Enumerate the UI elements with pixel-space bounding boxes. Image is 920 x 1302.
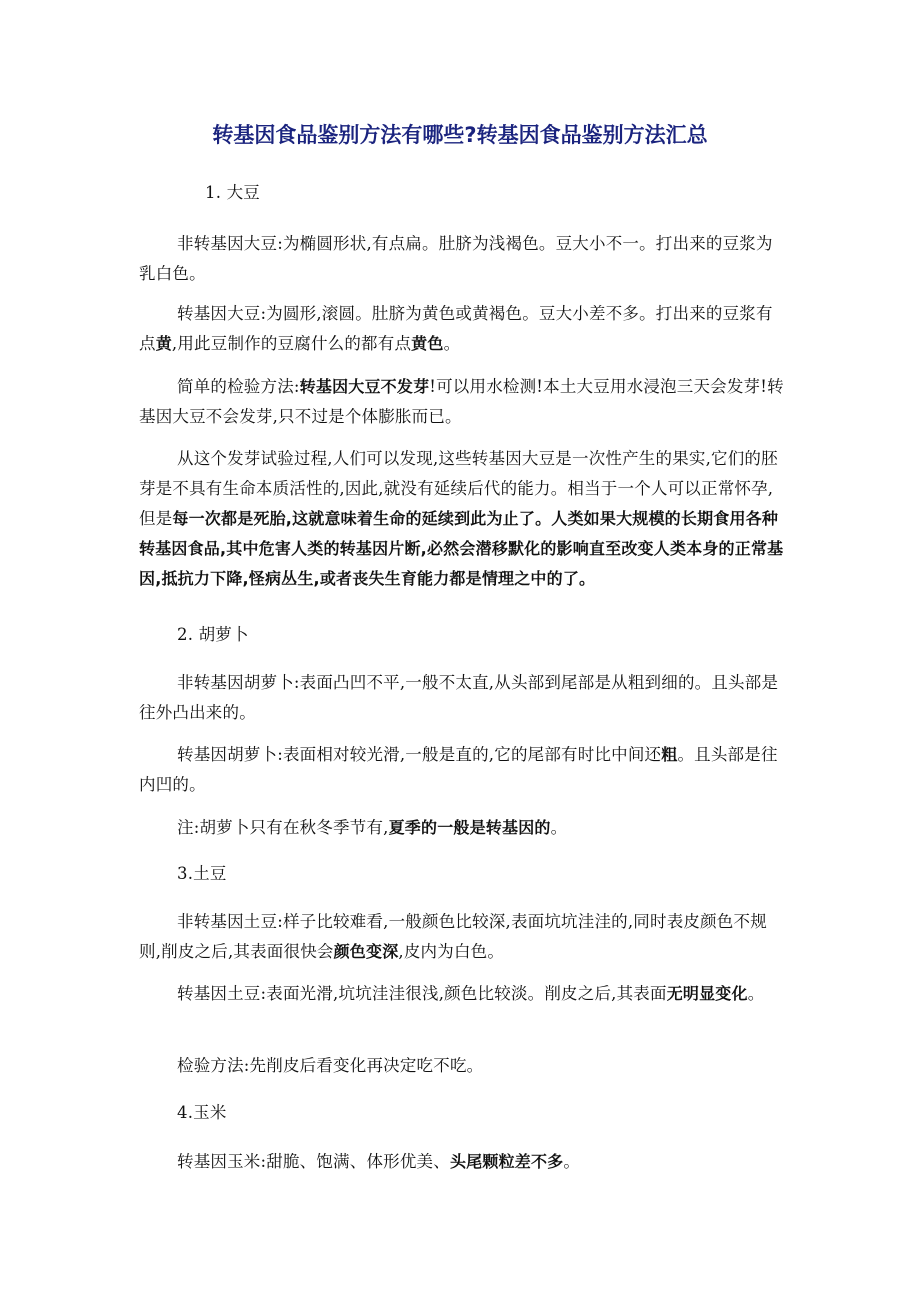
potato-nongm-text: 非转基因土豆:样子比较难看,一般颜色比较深,表面坑坑洼洼的,同时表皮颜色不规则,削皮之后,其表面很快会 — [139, 912, 767, 961]
section-heading-corn: 4.玉米 — [177, 1103, 227, 1122]
section-heading-potato: 3.土豆 — [177, 864, 227, 883]
potato-test-paragraph: 检验方法:先削皮后看变化再决定吃不吃。 — [177, 1056, 484, 1075]
carrot-gm-text: 转基因胡萝卜:表面相对较光滑,一般是直的,它的尾部有时比中间还 — [177, 745, 662, 764]
carrot-note-paragraph — [139, 813, 784, 843]
carrot-note-text: 注:胡萝卜只有在秋冬季节有, — [177, 818, 389, 837]
soy-explanation-text: 从这个发芽试验过程,人们可以发现,这些转基因大豆是一次性产生的果实,它们的胚芽是不具有生命本质活性的,因此,就没有延续后代的能力。相当于一个人可以正常怀孕,但是 — [139, 449, 778, 528]
soy-gm-bold-yellow: 黄 — [155, 334, 172, 353]
soy-test-label: 简单的检验方法: — [177, 377, 300, 396]
corn-gm-text: 转基因玉米:甜脆、饱满、体形优美、 — [177, 1152, 450, 1171]
carrot-gm-text-2: 。且头部是往内凹的。 — [139, 745, 778, 794]
soy-gm-text-2: ,用此豆制作的豆腐什么的都有点 — [171, 334, 412, 353]
potato-gm-text-2: 。 — [747, 984, 765, 1003]
soy-explanation-paragraph — [139, 444, 784, 594]
corn-gm-bold: 头尾颗粒差不多 — [449, 1152, 564, 1171]
corn-gm-text-2: 。 — [563, 1152, 581, 1171]
soy-explanation-bold: 每一次都是死胎,这就意味着生命的延续到此为止了。人类如果大规模的长期食用各种转基因食品,其中危害人类的转基因片断,必然会潜移默化的影响直至改变人类本身的正常基因,抵抗力下降,怪病丛生,或者丧失生育能力都是情理之中的了。 — [139, 509, 784, 588]
soy-nongm-paragraph: 非转基因大豆:为椭圆形状,有点扁。肚脐为浅褐色。豆大小不一。打出来的豆浆为乳白色。 — [139, 234, 773, 283]
carrot-note-bold: 夏季的一般是转基因的 — [388, 818, 551, 837]
carrot-note-end: 。 — [550, 818, 568, 837]
potato-nongm-text-2: ,皮内为白色。 — [398, 942, 505, 961]
soy-gm-paragraph — [139, 299, 784, 359]
corn-gm-paragraph — [139, 1147, 784, 1177]
carrot-gm-bold: 粗 — [661, 745, 678, 764]
soy-gm-bold-yellow-color: 黄色 — [411, 334, 444, 353]
soy-test-paragraph — [139, 372, 784, 432]
potato-nongm-paragraph — [139, 907, 784, 967]
potato-gm-bold: 无明显变化 — [666, 984, 748, 1003]
section-heading-carrot: 2. 胡萝卜 — [177, 625, 249, 644]
soy-gm-text-3: 。 — [443, 334, 461, 353]
potato-nongm-bold: 颜色变深 — [333, 942, 399, 961]
page-title: 转基因食品鉴别方法有哪些?转基因食品鉴别方法汇总 — [212, 123, 708, 147]
soy-gm-text: 转基因大豆:为圆形,滚圆。肚脐为黄色或黄褐色。豆大小差不多。打出来的豆浆有点 — [139, 304, 773, 353]
carrot-nongm-paragraph: 非转基因胡萝卜:表面凸凹不平,一般不太直,从头部到尾部是从粗到细的。且头部是往外凸出来的。 — [139, 673, 779, 722]
soy-test-text: !可以用水检测!本土大豆用水浸泡三天会发芽!转基因大豆不会发芽,只不过是个体膨胀而已。 — [139, 377, 784, 426]
soy-test-bold: 转基因大豆不发芽 — [299, 377, 430, 396]
potato-gm-paragraph — [139, 979, 784, 1009]
carrot-gm-paragraph — [139, 740, 784, 800]
potato-gm-text: 转基因土豆:表面光滑,坑坑洼洼很浅,颜色比较淡。削皮之后,其表面 — [177, 984, 667, 1003]
section-heading-soy: 1. 大豆 — [205, 183, 260, 202]
